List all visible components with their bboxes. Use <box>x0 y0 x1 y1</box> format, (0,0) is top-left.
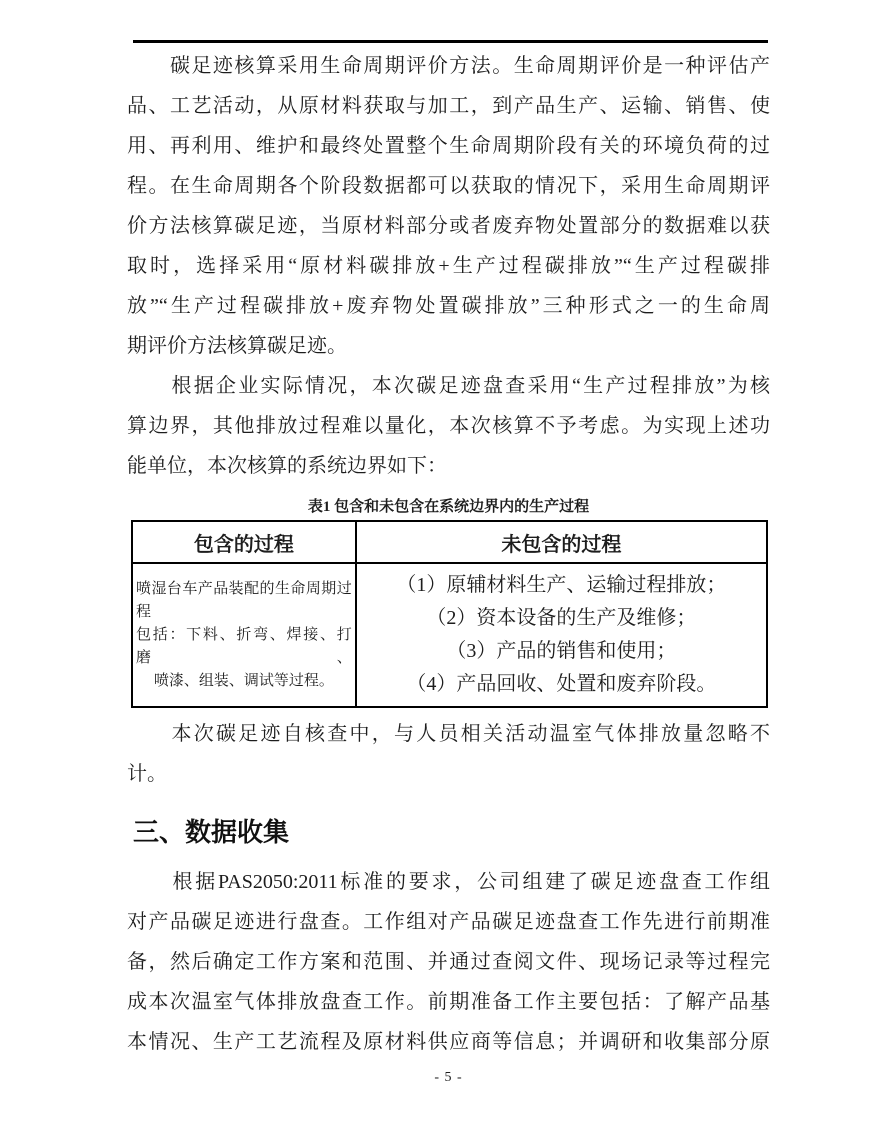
paragraph-text-line: 计。 <box>127 763 167 785</box>
page-number: - 5 - <box>434 1070 463 1085</box>
system-boundary-table <box>131 520 768 708</box>
paragraph-text-line: 期评价方法核算碳足迹。 <box>127 335 347 357</box>
table-body-row <box>132 563 767 707</box>
paragraph-accounting-boundary <box>127 366 770 486</box>
table-header-included: 包含的过程 <box>132 521 356 563</box>
table-header-row <box>132 521 767 563</box>
paragraph-text-line: 品、工艺活动，从原材料获取与加工，到产品生产、运输、销售、使 <box>127 95 770 117</box>
paragraph-text-line: 根据PAS2050:2011标准的要求，公司组建了碳足迹盘查工作组 <box>127 871 770 893</box>
paragraph-text-line: 本情况、生产工艺流程及原材料供应商等信息；并调研和收集部分原 <box>127 1031 770 1053</box>
paragraph-text-line: 成本次温室气体排放盘查工作。前期准备工作主要包括：了解产品基 <box>127 991 770 1013</box>
paragraph-text-line: 本次碳足迹自核查中，与人员相关活动温室气体排放量忽略不 <box>127 723 770 745</box>
table-header-excluded: 未包含的过程 <box>356 521 767 563</box>
paragraph-data-collection <box>127 862 770 1062</box>
excluded-process-line: （2）资本设备的生产及维修； <box>426 607 697 629</box>
paragraph-text-line: 备，然后确定工作方案和范围、并通过查阅文件、现场记录等过程完 <box>127 951 770 973</box>
paragraph-text-line: 放”“生产过程碳排放+废弃物处置碳排放”三种形式之一的生命周 <box>127 295 770 317</box>
paragraph-text-line: 价方法核算碳足迹，当原材料部分或者废弃物处置部分的数据难以获 <box>127 215 770 237</box>
paragraph-text-line: 根据企业实际情况，本次碳足迹盘查采用“生产过程排放”为核 <box>127 375 770 397</box>
excluded-process-line: （1）原辅材料生产、运输过程排放； <box>396 574 727 596</box>
included-process-line: 喷湿台车产品装配的生命周期过程 <box>136 580 352 620</box>
header-rule <box>133 40 768 43</box>
excluded-process-line: （3）产品的销售和使用； <box>446 640 677 662</box>
included-process-line: 喷漆、组装、调试等过程。 <box>153 672 334 689</box>
included-process-line: 包括：下料、折弯、焊接、打磨、 <box>136 626 352 666</box>
paragraph-text-line: 能单位，本次核算的系统边界如下： <box>127 455 447 477</box>
paragraph-lca-method <box>127 46 770 366</box>
paragraph-text-line: 取时，选择采用“原材料碳排放+生产过程碳排放”“生产过程碳排 <box>127 255 770 277</box>
section-heading-data-collection: 三、数据收集 <box>133 817 290 847</box>
paragraph-text-line: 算边界，其他排放过程难以量化，本次核算不予考虑。为实现上述功 <box>127 415 770 437</box>
table-caption: 表1 包含和未包含在系统边界内的生产过程 <box>307 499 590 515</box>
text-block <box>127 40 770 1088</box>
excluded-processes-cell <box>356 563 767 707</box>
included-processes-cell <box>132 563 356 707</box>
paragraph-text-line: 程。在生命周期各个阶段数据都可以获取的情况下，采用生命周期评 <box>127 175 770 197</box>
paragraph-text-line: 对产品碳足迹进行盘查。工作组对产品碳足迹盘查工作先进行前期准 <box>127 911 770 933</box>
paragraph-personnel-note <box>127 714 770 794</box>
excluded-process-line: （4）产品回收、处置和废弃阶段。 <box>406 673 717 695</box>
paragraph-text-line: 用、再利用、维护和最终处置整个生命周期阶段有关的环境负荷的过 <box>127 135 770 157</box>
paragraph-text-line: 碳足迹核算采用生命周期评价方法。生命周期评价是一种评估产 <box>127 55 770 77</box>
